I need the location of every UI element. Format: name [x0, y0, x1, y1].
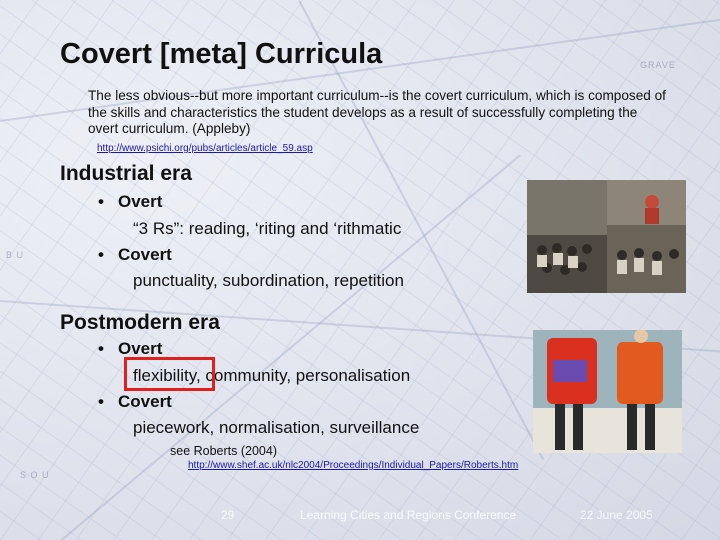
industrial-covert-bullet: • Covert	[98, 245, 172, 264]
industrial-era-photo	[527, 180, 686, 293]
industrial-overt-bullet: • Overt	[98, 192, 163, 211]
slide-title: Covert [meta] Curricula	[60, 38, 383, 70]
industrial-era-heading: Industrial era	[60, 162, 192, 185]
postmodern-overt-bullet: • Overt	[98, 339, 163, 358]
footer-event: Learning Cities and Regions Conference	[300, 508, 517, 522]
industrial-covert-detail: punctuality, subordination, repetition	[133, 271, 404, 290]
flexibility-term: flexibility,	[133, 366, 201, 385]
postmodern-era-photo	[533, 330, 682, 453]
footer-date: 22 June 2005	[580, 508, 653, 522]
appleby-link[interactable]: http://www.psichi.org/pubs/articles/article_59.asp	[97, 143, 313, 154]
highlight-box	[124, 357, 215, 391]
slide: B U S O U GRAVE Covert [meta] Curricula The less obvious--but more important curriculum--is the covert curriculum, which is composed of the skills and characteristics the student develops as a result of successfully completing the overt curriculum. (Appleby) http://www.psichi.org/pubs/articles/article_59.asp Industrial era • Overt “3 Rs”: reading, ‘riting and ‘rithmatic • Covert punctuality, subordination, repetition Postmodern era • Overt flexibility, community, personalisation • Covert piecework, normalisation, surveillance see Roberts (2004) http://www.shef.ac.uk/nlc2004/Proceedings/Individual_Papers/Roberts.htm 29 Learning Cities and Regions Conference 22 June 2005	[0, 0, 720, 540]
appleby-quote: The less obvious--but more important curriculum--is the covert curriculum, which is composed of the skills and characteristics the student develops as a result of successfully completing the overt curriculum. (Appleby)	[88, 88, 666, 136]
postmodern-covert-bullet: • Covert	[98, 392, 172, 411]
page-number: 29	[221, 508, 235, 522]
postmodern-covert-detail: piecework, normalisation, surveillance	[133, 418, 420, 437]
roberts-link[interactable]: http://www.shef.ac.uk/nlc2004/Proceedings/Individual_Papers/Roberts.htm	[188, 460, 519, 471]
postmodern-overt-detail: flexibility, community, personalisation	[133, 366, 411, 385]
industrial-overt-detail: “3 Rs”: reading, ‘riting and ‘rithmatic	[133, 219, 402, 238]
reference-note: see Roberts (2004)	[170, 444, 278, 458]
postmodern-era-heading: Postmodern era	[60, 311, 220, 334]
